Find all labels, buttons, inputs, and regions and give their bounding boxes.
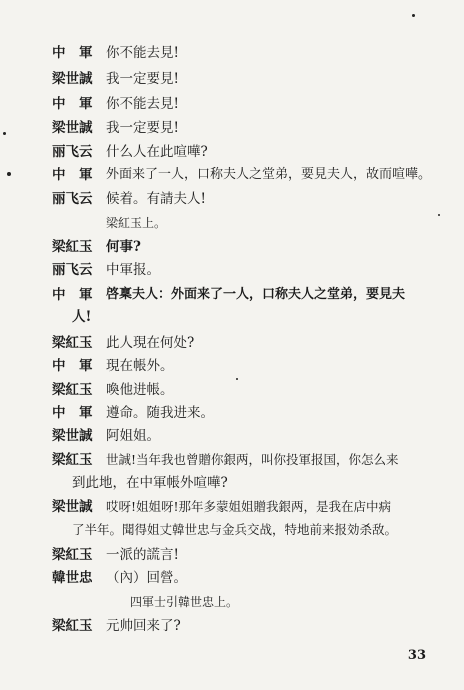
line-text: 現在帳外。	[106, 358, 174, 374]
continuation-text: 了半年。聞得姐丈韓世忠与金兵交战，特地前来报効杀敌。	[72, 522, 398, 537]
line-text: 哎呀!姐姐呀!那年多蒙姐姐贈我銀两，是我在店中病	[106, 499, 392, 514]
line-text: 啓稟夫人：外面来了一人，口称夫人之堂弟，要見夫	[106, 287, 406, 302]
speaker-name: 梁紅玉	[52, 239, 93, 255]
speaker-name: 梁紅玉	[52, 547, 93, 563]
page-number: 33	[407, 648, 426, 663]
scan-speck	[3, 132, 6, 135]
speaker-name: 中 軍	[52, 358, 93, 374]
speaker-name: 中 軍	[52, 405, 93, 421]
speaker-name: 中 軍	[52, 287, 93, 303]
scan-speck	[438, 214, 440, 216]
speaker-name: 中 軍	[52, 167, 93, 183]
line-text: 喚他进帳。	[106, 382, 174, 398]
line-text: 中軍报。	[106, 262, 160, 278]
scan-speck	[236, 378, 238, 380]
scan-speck	[412, 14, 415, 17]
speaker-name: 丽飞云	[52, 144, 93, 160]
line-text: 遵命。随我进来。	[106, 405, 214, 421]
scan-speck	[7, 172, 11, 176]
speaker-name: 梁紅玉	[52, 452, 93, 468]
speaker-name: 丽飞云	[52, 191, 93, 207]
speaker-name: 丽飞云	[52, 262, 93, 278]
line-text: 你不能去見!	[106, 96, 179, 112]
stage-direction-text: 梁紅玉上。	[106, 216, 167, 230]
line-text: 阿姐姐。	[106, 428, 160, 444]
line-text: 外面来了一人，口称夫人之堂弟，要見夫人，故而喧嘩。	[106, 167, 432, 182]
continuation-text: 到此地，在中軍帳外喧嘩?	[72, 475, 228, 491]
speaker-name: 梁世誠	[52, 120, 93, 136]
speaker-name: 梁紅玉	[52, 382, 93, 398]
speaker-name: 中 軍	[52, 96, 93, 112]
speaker-name: 中 軍	[52, 45, 93, 61]
speaker-name: 韓世忠	[52, 570, 93, 586]
line-text: 世誠!当年我也曾贈你銀两，叫你投軍报国，你怎么来	[106, 452, 399, 467]
line-text: 我一定要見!	[106, 71, 179, 87]
continuation-text: 人!	[72, 309, 92, 325]
speaker-name: 梁紅玉	[52, 618, 93, 634]
speaker-name: 梁世誠	[52, 428, 93, 444]
stage-direction-text: 四軍士引韓世忠上。	[130, 595, 239, 609]
line-text: 什么人在此喧嘩?	[106, 144, 208, 160]
speaker-name: 梁紅玉	[52, 335, 93, 351]
line-text: 此人現在何处?	[106, 335, 195, 351]
line-text: 一派的謊言!	[106, 547, 179, 563]
speaker-name: 梁世誠	[52, 499, 93, 515]
line-text: 你不能去見!	[106, 45, 179, 61]
line-text: 候着。有請夫人!	[106, 191, 206, 207]
speaker-name: 梁世誠	[52, 71, 93, 87]
line-text: （內）回營。	[106, 570, 187, 586]
line-text: 何事?	[106, 239, 141, 255]
line-text: 我一定要見!	[106, 120, 179, 136]
line-text: 元帅回来了?	[106, 618, 181, 634]
